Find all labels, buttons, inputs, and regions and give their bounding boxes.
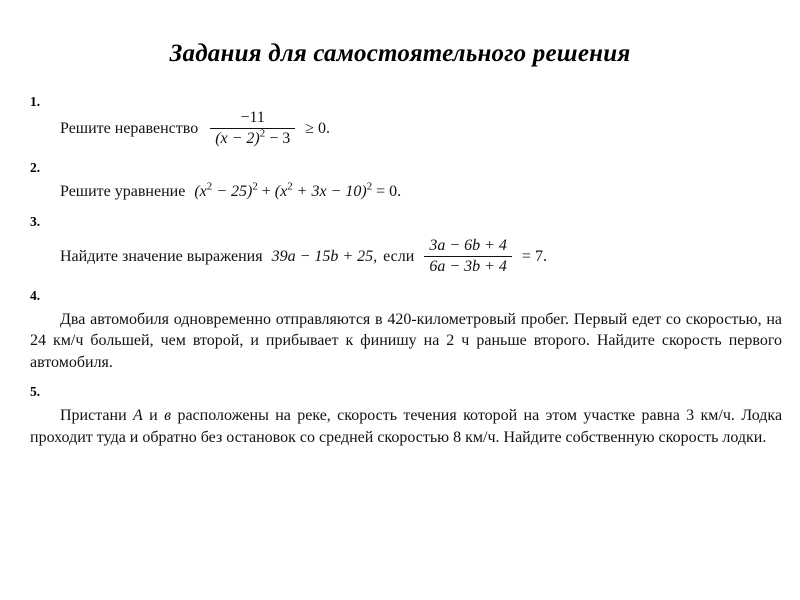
problem-2-equals: = 0. [372,182,402,200]
problem-1-denominator-exponent: 2 [259,127,266,140]
problem-1-statement [30,109,782,148]
problem-3-fraction [424,237,512,276]
problem-number-4: 4. [30,287,41,303]
problem-item-1 [0,94,800,148]
problem-1-prompt: Решите неравенство [60,119,199,137]
problem-2-term2-outer-exponent: 2 [366,180,373,193]
problem-3-statement [30,237,782,276]
problem-3-numerator: 3a − 6b + 4 [429,236,507,254]
problem-1-relation: ≥ 0. [305,119,331,137]
problem-list [0,94,800,448]
problem-3-condition-word: если [383,247,415,265]
problem-number-5: 5. [30,384,41,400]
problem-2-term1-mid: − 25) [212,182,253,200]
problem-3-denominator: 6a − 3b + 4 [424,256,512,276]
problem-2-term1-outer-exponent: 2 [252,180,258,193]
problem-5-conjunction: и [149,407,158,425]
problem-number-1: 1. [30,94,41,109]
spacer-3 [0,276,800,288]
problem-2-statement [30,181,782,202]
problem-1-denominator-tail: − 3 [265,129,291,147]
spacer-1 [0,148,800,160]
problem-2-term1-base: (x [194,182,207,200]
problem-2-term1-inner-exponent: 2 [206,180,213,193]
problem-2-plus: + [257,182,275,200]
problem-item-3 [0,214,800,276]
problem-1-denominator-base: (x − 2) [215,129,260,147]
spacer-4 [0,373,800,384]
problem-2-equation [194,181,401,202]
problem-1-denominator [210,128,295,148]
problem-item-4 [0,288,800,374]
problem-3-equals: = 7. [521,247,547,265]
problem-5-pier-label-b: в [164,407,172,425]
problem-2-term2-base: (x [274,182,288,200]
problem-5-text-after: расположены на реке, скорость течения которой на этом участке равна 3 км/ч. Лодка проходит туда и обратно без остановок со средней скоростью 8 км/ч. Найдите собственную скорость лодки. [30,407,783,446]
problem-number-3: 3. [30,213,41,229]
problem-item-5 [0,384,800,448]
problem-2-prompt: Решите уравнение [60,182,186,200]
spacer-2 [0,202,800,214]
problem-1-numerator: −11 [240,109,265,126]
problem-number-2: 2. [30,159,41,175]
problem-1-fraction [210,109,295,148]
problem-5-text [30,405,782,448]
problem-item-2 [0,160,800,202]
problem-2-term2-mid: + 3x − 10) [292,182,367,200]
problem-5-pier-label-a: A [133,407,143,425]
page-title: Задания для самостоятельного решения [169,40,631,67]
problem-3-expression: 39a − 15b + 25, [271,247,378,265]
problem-3-prompt: Найдите значение выражения [60,247,263,265]
problem-4-text: Два автомобиля одновременно отправляются в 420-километровый пробег. Первый едет со скоростью, на 24 км/ч большей, чем второй, и прибывает к финишу на 2 ч раньше второго. Найдите скорость первого автомобиля. [30,310,782,371]
problem-5-text-before: Пристани [60,407,127,425]
problem-2-term2-inner-exponent: 2 [287,180,293,193]
